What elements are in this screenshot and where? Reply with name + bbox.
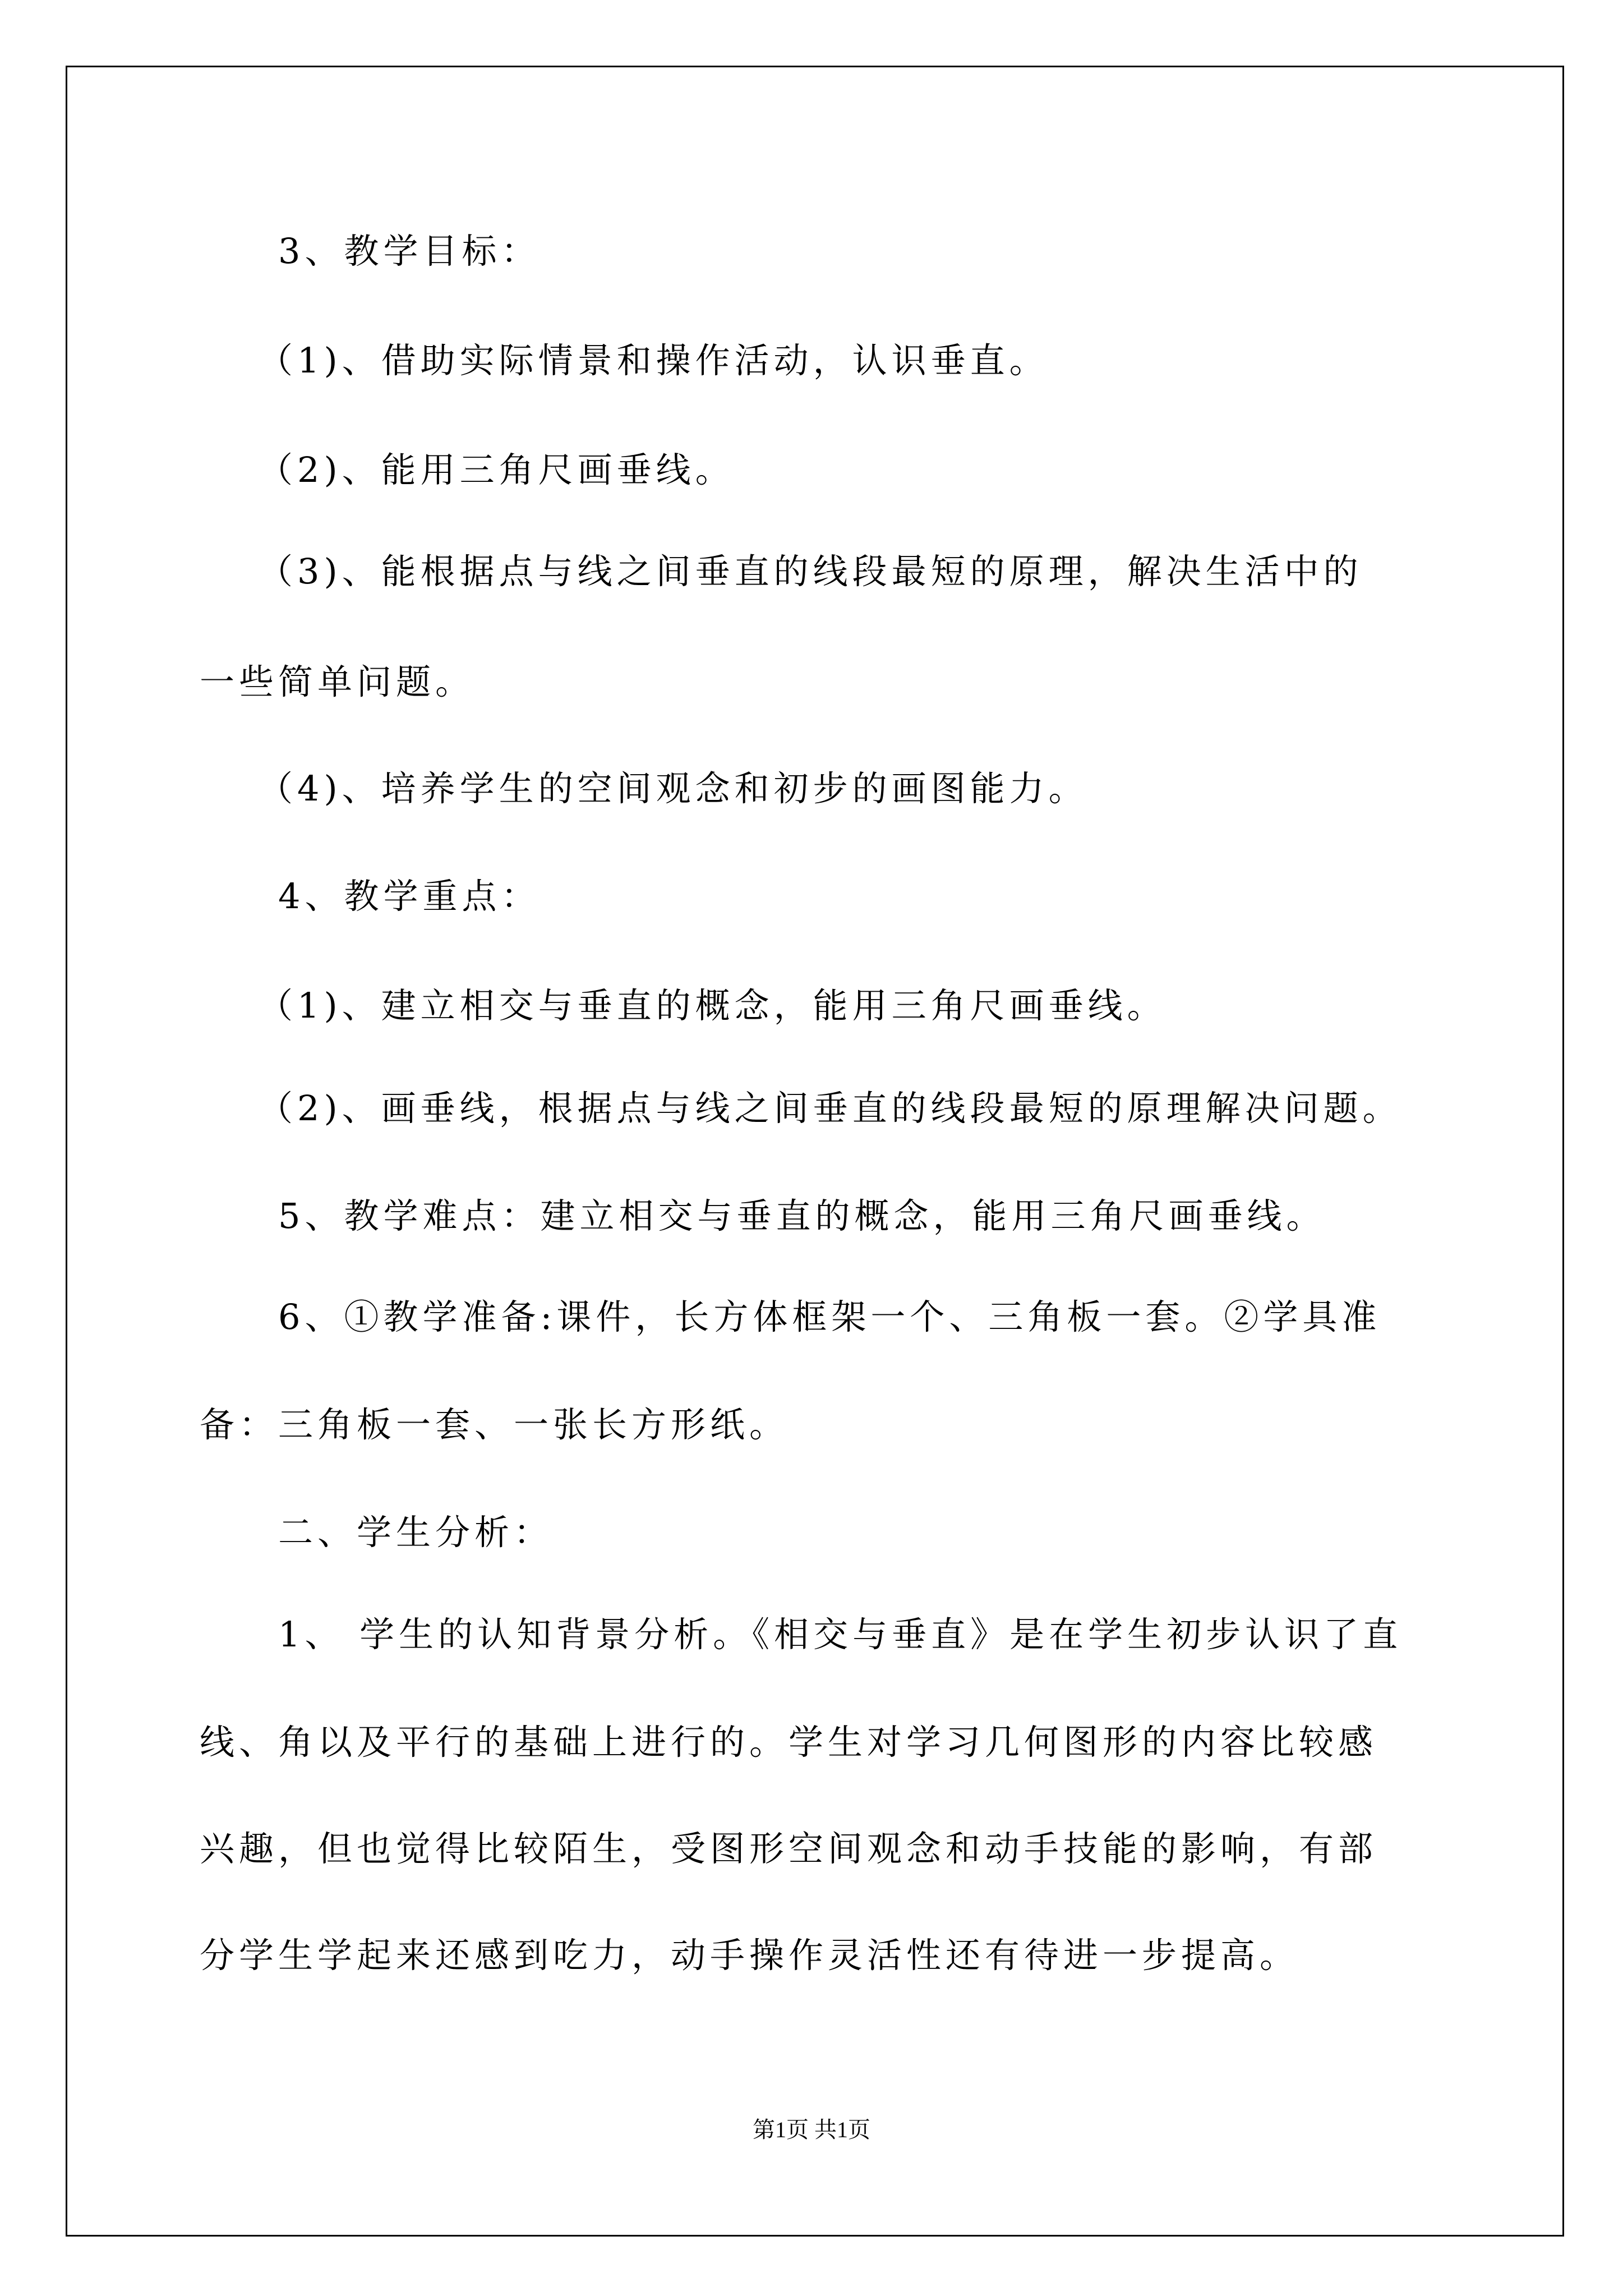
line-key-points-heading: 4、教学重点： — [278, 876, 541, 917]
line-objectives-heading: 3、教学目标： — [278, 231, 541, 272]
line-preparation-cont: 备：三角板一套、一张长方形纸。 — [200, 1404, 789, 1445]
line-objective-4: （4)、培养学生的空间观念和初步的画图能力。 — [258, 768, 1088, 809]
line-analysis-4: 分学生学起来还感到吃力，动手操作灵活性还有待进一步提高。 — [200, 1935, 1299, 1976]
line-difficulty: 5、教学难点：建立相交与垂直的概念，能用三角尺画垂线。 — [278, 1195, 1326, 1236]
page-border — [66, 66, 1564, 2237]
page-footer: 第1页 共1页 — [753, 2117, 870, 2142]
line-objective-2: （2)、能用三角尺画垂线。 — [258, 449, 735, 490]
line-analysis-3: 兴趣，但也觉得比较陌生，受图形空间观念和动手技能的影响，有部 — [200, 1828, 1378, 1869]
line-preparation: 6、①教学准备:课件，长方体框架一个、三角板一套。②学具准 — [278, 1296, 1381, 1337]
line-analysis-2: 线、角以及平行的基础上进行的。学生对学习几何图形的内容比较感 — [200, 1722, 1378, 1763]
line-student-analysis-heading: 二、学生分析： — [278, 1512, 554, 1553]
line-objective-1: （1)、借助实际情景和操作活动，认识垂直。 — [258, 340, 1049, 381]
line-key-point-2: （2)、画垂线，根据点与线之间垂直的线段最短的原理解决问题。 — [258, 1088, 1402, 1129]
line-objective-3-cont: 一些简单问题。 — [200, 661, 475, 702]
line-key-point-1: （1)、建立相交与垂直的概念，能用三角尺画垂线。 — [258, 985, 1166, 1026]
line-analysis-1: 1、 学生的认知背景分析。《相交与垂直》是在学生初步认识了直 — [278, 1614, 1403, 1655]
line-objective-3: （3)、能根据点与线之间垂直的线段最短的原理，解决生活中的 — [258, 551, 1363, 592]
